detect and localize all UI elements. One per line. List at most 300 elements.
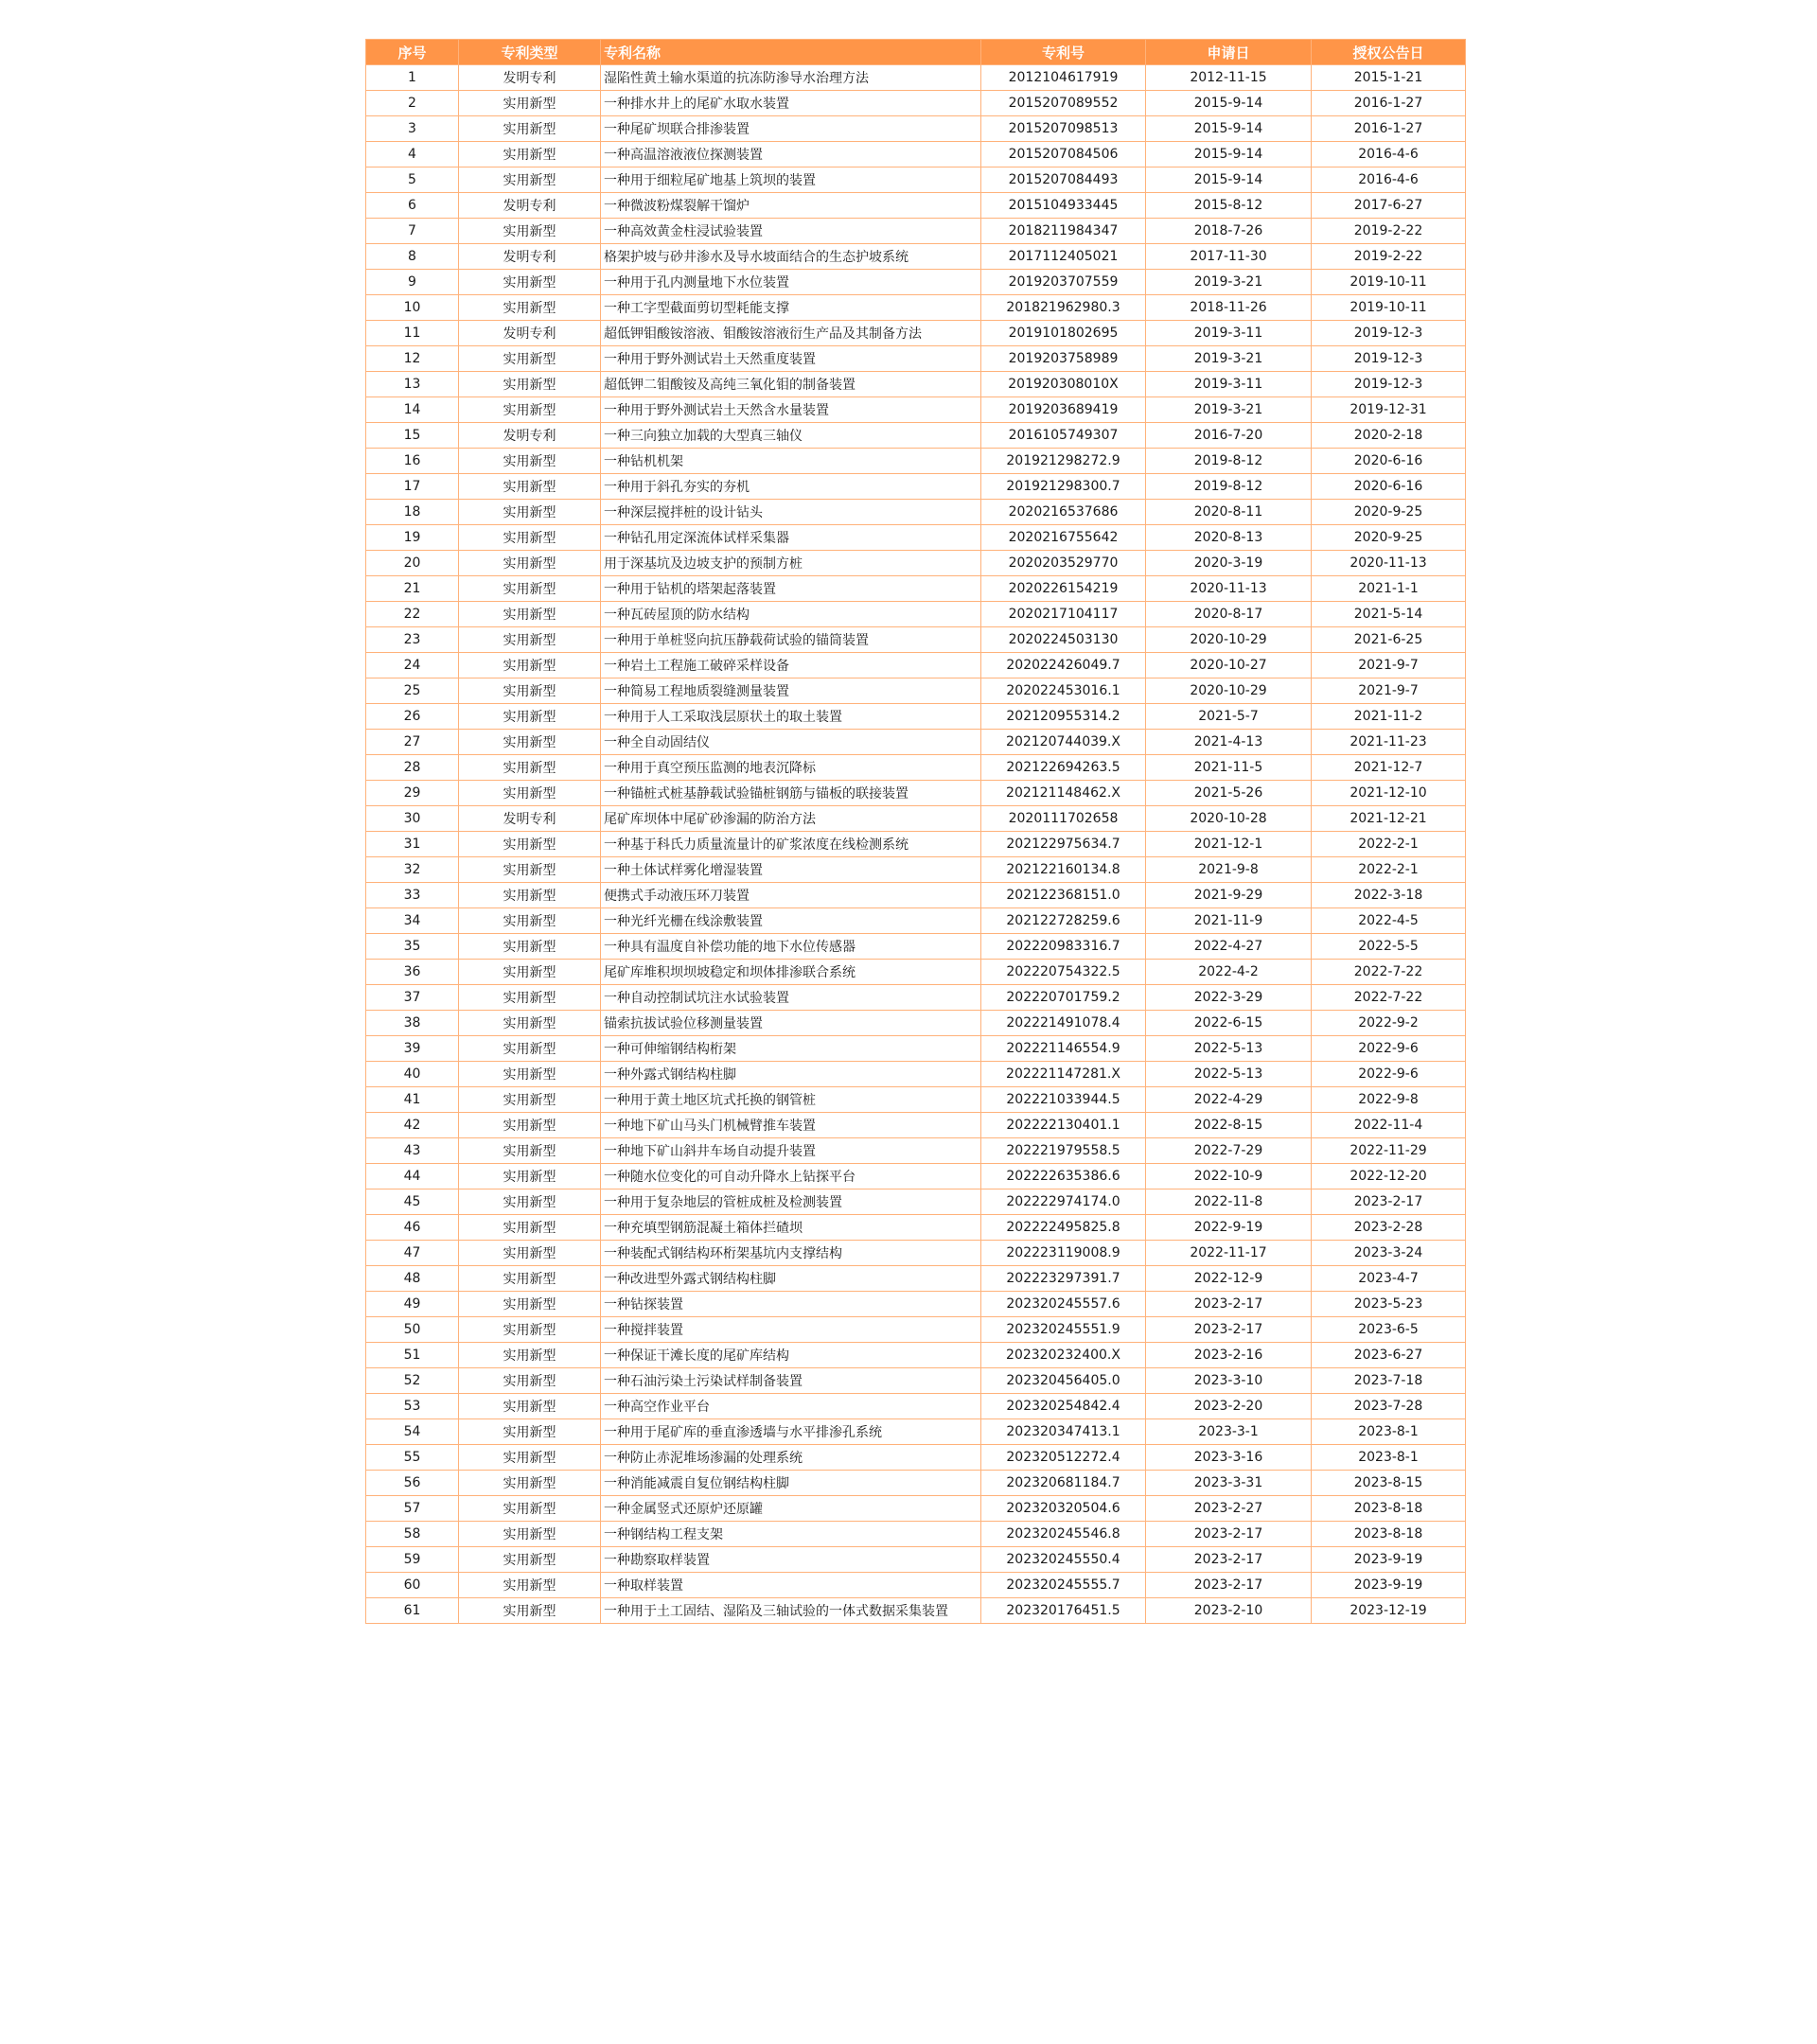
table-row xyxy=(366,1087,1466,1113)
cell-index: 11 xyxy=(366,321,459,346)
cell-patent-number: 202222635386.6 xyxy=(981,1164,1146,1189)
cell-grant-date: 2021-1-1 xyxy=(1312,576,1466,602)
cell-patent-name: 湿陷性黄土输水渠道的抗冻防渗导水治理方法 xyxy=(601,65,981,91)
cell-patent-name: 一种地下矿山斜井车场自动提升装置 xyxy=(601,1138,981,1164)
cell-patent-name: 锚索抗拔试验位移测量装置 xyxy=(601,1011,981,1036)
cell-patent-type: 实用新型 xyxy=(459,474,601,500)
cell-application-date: 2023-2-27 xyxy=(1146,1496,1312,1522)
cell-index: 13 xyxy=(366,372,459,397)
cell-patent-number: 202120955314.2 xyxy=(981,704,1146,730)
cell-patent-type: 实用新型 xyxy=(459,1011,601,1036)
cell-patent-name: 一种基于科氏力质量流量计的矿浆浓度在线检测系统 xyxy=(601,832,981,857)
cell-patent-name: 一种充填型钢筋混凝土箱体拦碴坝 xyxy=(601,1215,981,1241)
cell-patent-type: 实用新型 xyxy=(459,1062,601,1087)
cell-patent-number: 202221491078.4 xyxy=(981,1011,1146,1036)
cell-index: 61 xyxy=(366,1598,459,1624)
table-row xyxy=(366,167,1466,193)
cell-patent-type: 发明专利 xyxy=(459,65,601,91)
cell-index: 40 xyxy=(366,1062,459,1087)
cell-grant-date: 2023-8-18 xyxy=(1312,1496,1466,1522)
cell-index: 12 xyxy=(366,346,459,372)
table-row xyxy=(366,1394,1466,1419)
cell-patent-number: 2015207084493 xyxy=(981,167,1146,193)
cell-grant-date: 2020-11-13 xyxy=(1312,551,1466,576)
cell-application-date: 2012-11-15 xyxy=(1146,65,1312,91)
cell-application-date: 2021-12-1 xyxy=(1146,832,1312,857)
cell-index: 35 xyxy=(366,934,459,960)
cell-application-date: 2020-10-27 xyxy=(1146,653,1312,678)
cell-patent-number: 201921298300.7 xyxy=(981,474,1146,500)
cell-grant-date: 2023-9-19 xyxy=(1312,1547,1466,1573)
table-row xyxy=(366,397,1466,423)
cell-patent-number: 202221979558.5 xyxy=(981,1138,1146,1164)
cell-index: 25 xyxy=(366,678,459,704)
cell-grant-date: 2021-9-7 xyxy=(1312,678,1466,704)
cell-patent-type: 实用新型 xyxy=(459,1317,601,1343)
table-row xyxy=(366,474,1466,500)
cell-grant-date: 2023-5-23 xyxy=(1312,1292,1466,1317)
cell-index: 50 xyxy=(366,1317,459,1343)
cell-index: 56 xyxy=(366,1471,459,1496)
cell-grant-date: 2023-6-5 xyxy=(1312,1317,1466,1343)
table-row xyxy=(366,1496,1466,1522)
cell-application-date: 2023-3-16 xyxy=(1146,1445,1312,1471)
cell-index: 14 xyxy=(366,397,459,423)
cell-patent-name: 一种勘察取样装置 xyxy=(601,1547,981,1573)
cell-patent-name: 一种高温溶液液位探测装置 xyxy=(601,142,981,167)
table-row xyxy=(366,346,1466,372)
cell-application-date: 2020-10-29 xyxy=(1146,678,1312,704)
cell-grant-date: 2021-5-14 xyxy=(1312,602,1466,627)
cell-patent-type: 实用新型 xyxy=(459,908,601,934)
cell-grant-date: 2023-2-28 xyxy=(1312,1215,1466,1241)
cell-index: 53 xyxy=(366,1394,459,1419)
cell-patent-type: 发明专利 xyxy=(459,423,601,449)
cell-grant-date: 2020-6-16 xyxy=(1312,449,1466,474)
cell-application-date: 2022-7-29 xyxy=(1146,1138,1312,1164)
cell-patent-number: 2015104933445 xyxy=(981,193,1146,219)
cell-grant-date: 2022-11-29 xyxy=(1312,1138,1466,1164)
table-row xyxy=(366,193,1466,219)
table-row xyxy=(366,551,1466,576)
table-row xyxy=(366,704,1466,730)
cell-application-date: 2021-5-7 xyxy=(1146,704,1312,730)
table-row xyxy=(366,1138,1466,1164)
cell-patent-number: 202320245550.4 xyxy=(981,1547,1146,1573)
cell-patent-name: 一种自动控制试坑注水试验装置 xyxy=(601,985,981,1011)
cell-patent-type: 实用新型 xyxy=(459,1598,601,1624)
cell-index: 42 xyxy=(366,1113,459,1138)
table-row xyxy=(366,142,1466,167)
cell-grant-date: 2023-7-18 xyxy=(1312,1368,1466,1394)
table-row xyxy=(366,1368,1466,1394)
cell-application-date: 2019-3-21 xyxy=(1146,270,1312,295)
cell-patent-name: 一种土体试样雾化增湿装置 xyxy=(601,857,981,883)
table-row xyxy=(366,678,1466,704)
cell-index: 33 xyxy=(366,883,459,908)
cell-grant-date: 2020-9-25 xyxy=(1312,500,1466,525)
cell-patent-type: 实用新型 xyxy=(459,934,601,960)
cell-patent-type: 实用新型 xyxy=(459,1394,601,1419)
cell-patent-number: 202221033944.5 xyxy=(981,1087,1146,1113)
patent-sheet xyxy=(365,39,1465,1624)
cell-grant-date: 2022-7-22 xyxy=(1312,960,1466,985)
cell-patent-type: 实用新型 xyxy=(459,142,601,167)
cell-application-date: 2021-4-13 xyxy=(1146,730,1312,755)
cell-index: 18 xyxy=(366,500,459,525)
cell-patent-type: 实用新型 xyxy=(459,1368,601,1394)
cell-grant-date: 2020-9-25 xyxy=(1312,525,1466,551)
cell-patent-type: 实用新型 xyxy=(459,219,601,244)
cell-patent-number: 202320320504.6 xyxy=(981,1496,1146,1522)
cell-patent-number: 201920308010X xyxy=(981,372,1146,397)
cell-patent-number: 202222130401.1 xyxy=(981,1113,1146,1138)
cell-grant-date: 2020-6-16 xyxy=(1312,474,1466,500)
cell-patent-type: 实用新型 xyxy=(459,1547,601,1573)
cell-index: 36 xyxy=(366,960,459,985)
cell-application-date: 2023-2-20 xyxy=(1146,1394,1312,1419)
cell-grant-date: 2023-7-28 xyxy=(1312,1394,1466,1419)
cell-patent-type: 实用新型 xyxy=(459,1241,601,1266)
cell-patent-number: 202022453016.1 xyxy=(981,678,1146,704)
cell-index: 27 xyxy=(366,730,459,755)
cell-index: 30 xyxy=(366,806,459,832)
table-row xyxy=(366,500,1466,525)
cell-patent-name: 一种地下矿山马头门机械臂推车装置 xyxy=(601,1113,981,1138)
table-row xyxy=(366,1419,1466,1445)
cell-patent-number: 202120744039.X xyxy=(981,730,1146,755)
cell-patent-name: 一种钻探装置 xyxy=(601,1292,981,1317)
cell-index: 21 xyxy=(366,576,459,602)
cell-patent-number: 202320512272.4 xyxy=(981,1445,1146,1471)
cell-patent-name: 一种光纤光栅在线涂敷装置 xyxy=(601,908,981,934)
table-row xyxy=(366,321,1466,346)
cell-patent-number: 202220701759.2 xyxy=(981,985,1146,1011)
header-patent-type: 专利类型 xyxy=(459,40,601,65)
cell-patent-name: 一种全自动固结仪 xyxy=(601,730,981,755)
cell-index: 43 xyxy=(366,1138,459,1164)
cell-application-date: 2020-10-29 xyxy=(1146,627,1312,653)
table-row xyxy=(366,781,1466,806)
cell-index: 28 xyxy=(366,755,459,781)
cell-index: 23 xyxy=(366,627,459,653)
cell-application-date: 2019-3-21 xyxy=(1146,397,1312,423)
table-row xyxy=(366,1036,1466,1062)
table-row xyxy=(366,1522,1466,1547)
cell-index: 17 xyxy=(366,474,459,500)
cell-patent-number: 202220754322.5 xyxy=(981,960,1146,985)
table-row xyxy=(366,1062,1466,1087)
cell-patent-name: 一种用于野外测试岩土天然含水量装置 xyxy=(601,397,981,423)
cell-patent-number: 2016105749307 xyxy=(981,423,1146,449)
cell-patent-number: 202122728259.6 xyxy=(981,908,1146,934)
cell-patent-name: 一种取样装置 xyxy=(601,1573,981,1598)
cell-application-date: 2022-11-17 xyxy=(1146,1241,1312,1266)
table-row xyxy=(366,832,1466,857)
cell-patent-type: 实用新型 xyxy=(459,1419,601,1445)
cell-grant-date: 2019-12-3 xyxy=(1312,372,1466,397)
table-row xyxy=(366,423,1466,449)
cell-patent-number: 2015207084506 xyxy=(981,142,1146,167)
cell-patent-name: 用于深基坑及边坡支护的预制方桩 xyxy=(601,551,981,576)
cell-patent-name: 一种用于黄土地区坑式托换的钢管桩 xyxy=(601,1087,981,1113)
cell-application-date: 2021-5-26 xyxy=(1146,781,1312,806)
cell-grant-date: 2021-12-10 xyxy=(1312,781,1466,806)
table-row xyxy=(366,1215,1466,1241)
cell-application-date: 2020-10-28 xyxy=(1146,806,1312,832)
cell-patent-type: 实用新型 xyxy=(459,1087,601,1113)
cell-index: 19 xyxy=(366,525,459,551)
cell-grant-date: 2021-6-25 xyxy=(1312,627,1466,653)
cell-patent-name: 尾矿库堆积坝坝坡稳定和坝体排渗联合系统 xyxy=(601,960,981,985)
table-row xyxy=(366,1343,1466,1368)
cell-patent-type: 实用新型 xyxy=(459,985,601,1011)
cell-grant-date: 2019-12-3 xyxy=(1312,346,1466,372)
cell-patent-number: 2019203689419 xyxy=(981,397,1146,423)
table-row xyxy=(366,449,1466,474)
cell-patent-type: 实用新型 xyxy=(459,678,601,704)
cell-index: 58 xyxy=(366,1522,459,1547)
cell-patent-name: 一种深层搅拌桩的设计钻头 xyxy=(601,500,981,525)
cell-patent-number: 202222495825.8 xyxy=(981,1215,1146,1241)
cell-patent-name: 超低钾二钼酸铵及高纯三氧化钼的制备装置 xyxy=(601,372,981,397)
cell-grant-date: 2023-2-17 xyxy=(1312,1189,1466,1215)
table-row xyxy=(366,1573,1466,1598)
cell-patent-name: 一种用于尾矿库的垂直渗透墙与水平排渗孔系统 xyxy=(601,1419,981,1445)
table-row xyxy=(366,1317,1466,1343)
table-row xyxy=(366,1598,1466,1624)
header-application-date: 申请日 xyxy=(1146,40,1312,65)
cell-patent-number: 202320254842.4 xyxy=(981,1394,1146,1419)
cell-application-date: 2017-11-30 xyxy=(1146,244,1312,270)
cell-patent-type: 实用新型 xyxy=(459,270,601,295)
cell-grant-date: 2019-2-22 xyxy=(1312,244,1466,270)
table-row xyxy=(366,1011,1466,1036)
cell-index: 20 xyxy=(366,551,459,576)
cell-patent-name: 一种瓦砖屋顶的防水结构 xyxy=(601,602,981,627)
cell-application-date: 2023-3-10 xyxy=(1146,1368,1312,1394)
cell-application-date: 2020-11-13 xyxy=(1146,576,1312,602)
cell-index: 8 xyxy=(366,244,459,270)
cell-patent-name: 一种高空作业平台 xyxy=(601,1394,981,1419)
table-row xyxy=(366,576,1466,602)
cell-index: 10 xyxy=(366,295,459,321)
cell-patent-type: 发明专利 xyxy=(459,193,601,219)
cell-patent-type: 实用新型 xyxy=(459,1036,601,1062)
cell-patent-number: 2019101802695 xyxy=(981,321,1146,346)
cell-patent-type: 实用新型 xyxy=(459,346,601,372)
cell-index: 31 xyxy=(366,832,459,857)
cell-application-date: 2023-2-17 xyxy=(1146,1292,1312,1317)
cell-application-date: 2022-5-13 xyxy=(1146,1062,1312,1087)
cell-patent-type: 实用新型 xyxy=(459,167,601,193)
cell-patent-type: 实用新型 xyxy=(459,857,601,883)
cell-patent-type: 实用新型 xyxy=(459,1164,601,1189)
cell-index: 16 xyxy=(366,449,459,474)
cell-index: 44 xyxy=(366,1164,459,1189)
cell-patent-type: 实用新型 xyxy=(459,1113,601,1138)
cell-patent-name: 一种用于野外测试岩土天然重度装置 xyxy=(601,346,981,372)
cell-patent-type: 实用新型 xyxy=(459,730,601,755)
cell-patent-name: 一种改进型外露式钢结构柱脚 xyxy=(601,1266,981,1292)
cell-patent-name: 一种用于真空预压监测的地表沉降标 xyxy=(601,755,981,781)
cell-patent-type: 实用新型 xyxy=(459,1496,601,1522)
cell-grant-date: 2016-1-27 xyxy=(1312,116,1466,142)
cell-grant-date: 2022-5-5 xyxy=(1312,934,1466,960)
cell-patent-number: 2017112405021 xyxy=(981,244,1146,270)
table-row xyxy=(366,857,1466,883)
cell-application-date: 2015-9-14 xyxy=(1146,142,1312,167)
cell-patent-name: 一种用于斜孔夯实的夯机 xyxy=(601,474,981,500)
cell-index: 51 xyxy=(366,1343,459,1368)
table-row xyxy=(366,908,1466,934)
cell-grant-date: 2023-3-24 xyxy=(1312,1241,1466,1266)
cell-application-date: 2022-9-19 xyxy=(1146,1215,1312,1241)
cell-patent-name: 一种消能减震自复位钢结构柱脚 xyxy=(601,1471,981,1496)
cell-grant-date: 2019-10-11 xyxy=(1312,270,1466,295)
cell-grant-date: 2022-7-22 xyxy=(1312,985,1466,1011)
cell-patent-number: 202221147281.X xyxy=(981,1062,1146,1087)
cell-patent-number: 2020224503130 xyxy=(981,627,1146,653)
cell-index: 29 xyxy=(366,781,459,806)
cell-patent-number: 2020203529770 xyxy=(981,551,1146,576)
cell-patent-name: 一种钻机机架 xyxy=(601,449,981,474)
cell-application-date: 2022-10-9 xyxy=(1146,1164,1312,1189)
cell-patent-number: 202320232400.X xyxy=(981,1343,1146,1368)
cell-grant-date: 2023-12-19 xyxy=(1312,1598,1466,1624)
cell-index: 39 xyxy=(366,1036,459,1062)
cell-patent-type: 发明专利 xyxy=(459,806,601,832)
cell-grant-date: 2023-8-1 xyxy=(1312,1445,1466,1471)
table-row xyxy=(366,653,1466,678)
table-row xyxy=(366,985,1466,1011)
cell-patent-type: 实用新型 xyxy=(459,1215,601,1241)
cell-index: 26 xyxy=(366,704,459,730)
cell-grant-date: 2023-8-1 xyxy=(1312,1419,1466,1445)
cell-application-date: 2015-9-14 xyxy=(1146,167,1312,193)
cell-application-date: 2020-8-13 xyxy=(1146,525,1312,551)
cell-patent-type: 实用新型 xyxy=(459,1138,601,1164)
cell-application-date: 2022-4-29 xyxy=(1146,1087,1312,1113)
cell-application-date: 2018-11-26 xyxy=(1146,295,1312,321)
cell-index: 24 xyxy=(366,653,459,678)
cell-application-date: 2023-2-17 xyxy=(1146,1317,1312,1343)
cell-application-date: 2023-3-31 xyxy=(1146,1471,1312,1496)
cell-application-date: 2023-2-17 xyxy=(1146,1522,1312,1547)
cell-application-date: 2021-9-29 xyxy=(1146,883,1312,908)
table-row xyxy=(366,1113,1466,1138)
cell-patent-number: 201821962980.3 xyxy=(981,295,1146,321)
cell-patent-number: 2020216755642 xyxy=(981,525,1146,551)
cell-patent-name: 一种防止赤泥堆场渗漏的处理系统 xyxy=(601,1445,981,1471)
cell-index: 1 xyxy=(366,65,459,91)
cell-application-date: 2022-5-13 xyxy=(1146,1036,1312,1062)
cell-application-date: 2023-2-16 xyxy=(1146,1343,1312,1368)
cell-patent-number: 2020217104117 xyxy=(981,602,1146,627)
cell-patent-number: 202320347413.1 xyxy=(981,1419,1146,1445)
cell-patent-name: 一种钢结构工程支架 xyxy=(601,1522,981,1547)
cell-patent-type: 实用新型 xyxy=(459,755,601,781)
cell-patent-type: 实用新型 xyxy=(459,627,601,653)
cell-patent-name: 一种微波粉煤裂解干馏炉 xyxy=(601,193,981,219)
cell-patent-name: 一种用于孔内测量地下水位装置 xyxy=(601,270,981,295)
cell-patent-number: 202122975634.7 xyxy=(981,832,1146,857)
cell-application-date: 2019-8-12 xyxy=(1146,449,1312,474)
cell-patent-type: 实用新型 xyxy=(459,397,601,423)
cell-patent-type: 发明专利 xyxy=(459,321,601,346)
cell-grant-date: 2019-12-3 xyxy=(1312,321,1466,346)
cell-patent-type: 实用新型 xyxy=(459,781,601,806)
cell-grant-date: 2016-1-27 xyxy=(1312,91,1466,116)
cell-patent-type: 实用新型 xyxy=(459,1573,601,1598)
cell-patent-type: 实用新型 xyxy=(459,116,601,142)
table-row xyxy=(366,372,1466,397)
cell-application-date: 2021-11-9 xyxy=(1146,908,1312,934)
cell-index: 37 xyxy=(366,985,459,1011)
header-index: 序号 xyxy=(366,40,459,65)
cell-patent-number: 202320245555.7 xyxy=(981,1573,1146,1598)
cell-patent-type: 实用新型 xyxy=(459,960,601,985)
cell-patent-name: 一种排水井上的尾矿水取水装置 xyxy=(601,91,981,116)
cell-patent-type: 实用新型 xyxy=(459,576,601,602)
cell-patent-number: 2020111702658 xyxy=(981,806,1146,832)
cell-patent-number: 202122694263.5 xyxy=(981,755,1146,781)
cell-patent-name: 一种具有温度自补偿功能的地下水位传感器 xyxy=(601,934,981,960)
cell-grant-date: 2023-8-18 xyxy=(1312,1522,1466,1547)
cell-application-date: 2022-8-15 xyxy=(1146,1113,1312,1138)
cell-patent-number: 2012104617919 xyxy=(981,65,1146,91)
cell-patent-name: 一种金属竖式还原炉还原罐 xyxy=(601,1496,981,1522)
cell-patent-number: 202320176451.5 xyxy=(981,1598,1146,1624)
cell-grant-date: 2023-8-15 xyxy=(1312,1471,1466,1496)
cell-application-date: 2015-9-14 xyxy=(1146,91,1312,116)
table-row xyxy=(366,755,1466,781)
table-body xyxy=(366,65,1466,1624)
cell-patent-number: 202122160134.8 xyxy=(981,857,1146,883)
table-row xyxy=(366,627,1466,653)
table-row xyxy=(366,1292,1466,1317)
table-row xyxy=(366,219,1466,244)
cell-patent-type: 实用新型 xyxy=(459,883,601,908)
cell-grant-date: 2020-2-18 xyxy=(1312,423,1466,449)
cell-application-date: 2021-11-5 xyxy=(1146,755,1312,781)
table-row xyxy=(366,1471,1466,1496)
table-row xyxy=(366,730,1466,755)
cell-patent-type: 实用新型 xyxy=(459,500,601,525)
header-patent-number: 专利号 xyxy=(981,40,1146,65)
cell-patent-name: 超低钾钼酸铵溶液、钼酸铵溶液衍生产品及其制备方法 xyxy=(601,321,981,346)
cell-application-date: 2022-4-2 xyxy=(1146,960,1312,985)
cell-patent-number: 202320245546.8 xyxy=(981,1522,1146,1547)
cell-grant-date: 2022-2-1 xyxy=(1312,857,1466,883)
patent-table xyxy=(365,39,1466,1624)
cell-patent-type: 发明专利 xyxy=(459,244,601,270)
cell-index: 5 xyxy=(366,167,459,193)
cell-application-date: 2022-3-29 xyxy=(1146,985,1312,1011)
table-row xyxy=(366,960,1466,985)
cell-patent-number: 2015207089552 xyxy=(981,91,1146,116)
cell-patent-number: 2015207098513 xyxy=(981,116,1146,142)
cell-patent-number: 202220983316.7 xyxy=(981,934,1146,960)
cell-patent-name: 一种钻孔用定深流体试样采集器 xyxy=(601,525,981,551)
table-header-row xyxy=(366,40,1466,65)
cell-patent-number: 202223119008.9 xyxy=(981,1241,1146,1266)
cell-application-date: 2022-11-8 xyxy=(1146,1189,1312,1215)
table-row xyxy=(366,1266,1466,1292)
cell-patent-type: 实用新型 xyxy=(459,1522,601,1547)
cell-application-date: 2020-3-19 xyxy=(1146,551,1312,576)
table-row xyxy=(366,1241,1466,1266)
